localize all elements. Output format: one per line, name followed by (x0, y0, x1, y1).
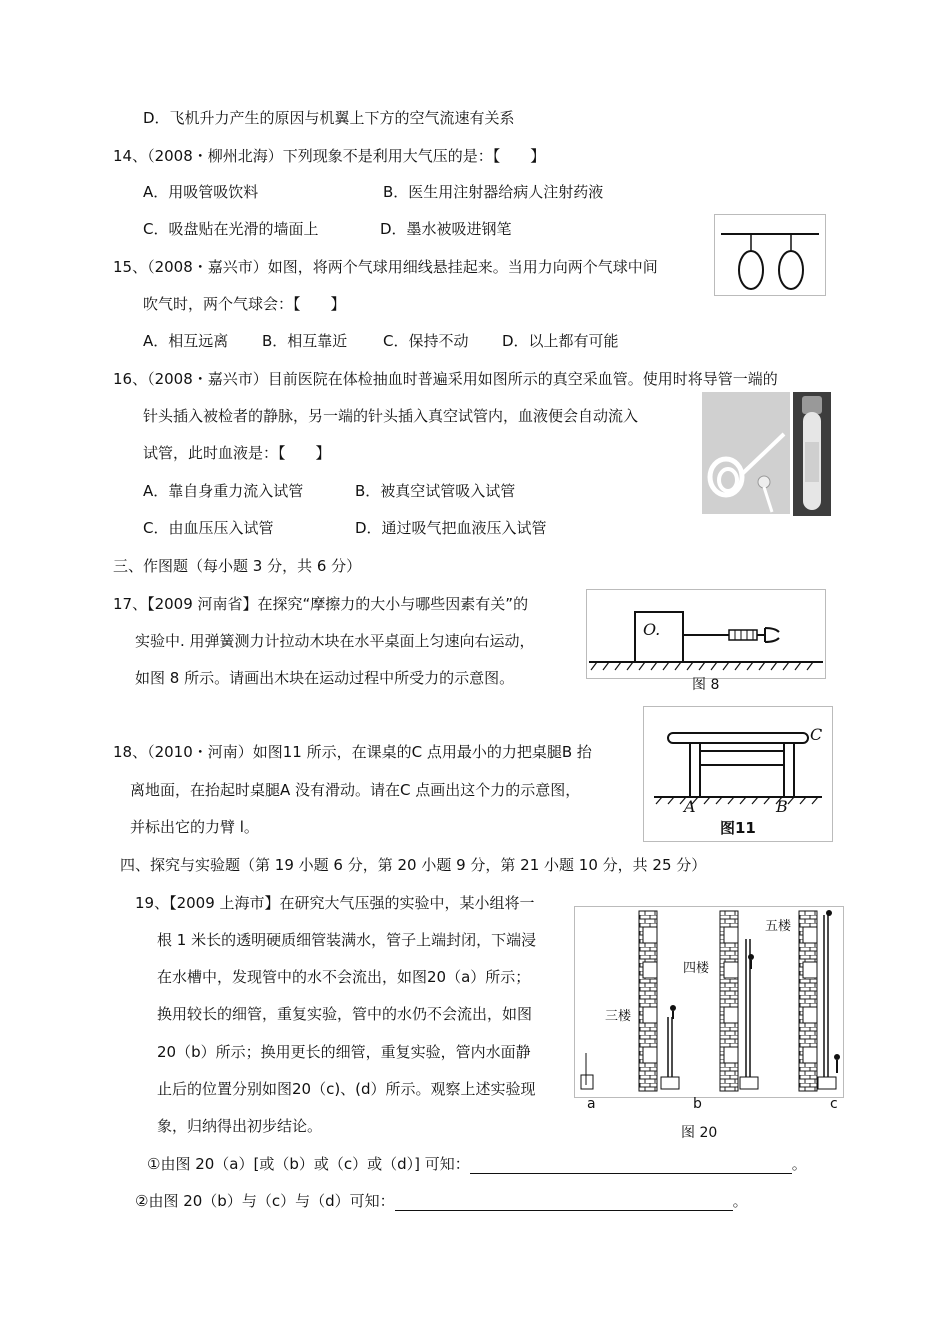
q19-line4: 换用较长的细管，重复实验，管中的水仍不会流出，如图 (157, 1005, 533, 1023)
floor-5-label: 五楼 (765, 919, 792, 934)
q16-option-b: B．被真空试管吸入试管 (355, 482, 516, 500)
answer-2-end: 。 (732, 1192, 748, 1210)
q16-option-a: A．靠自身重力流入试管 (143, 482, 304, 500)
floor-4-label: 四楼 (683, 961, 710, 976)
q14-stem: 14、（2008・柳州北海）下列现象不是利用大气压的是：【 】 (113, 147, 546, 165)
q15-option-c: C．保持不动 (383, 332, 469, 350)
figure-11-caption: 图11 (720, 819, 756, 837)
desk-figure (643, 706, 833, 842)
answer-2-prompt: ②由图 20（b）与（c）与（d）可知： (135, 1192, 395, 1210)
q15-option-b: B．相互靠近 (262, 332, 348, 350)
answer-2-blank[interactable] (395, 1194, 733, 1211)
q17-line2: 实验中. 用弹簧测力计拉动木块在水平桌面上匀速向右运动， (135, 632, 535, 650)
desk-label-b: B (776, 797, 788, 816)
friction-block-figure (586, 589, 826, 679)
q16-stem-line1: 16、（2008・嘉兴市）目前医院在体检抽血时普遍采用如图所示的真空采血管。使用时将导管一端的 (113, 370, 778, 388)
q15-option-a: A．相互远离 (143, 332, 229, 350)
q18-line3: 并标出它的力臂 l。 (130, 818, 259, 836)
q19-line1: 19、【2009 上海市】在研究大气压强的实验中，某小组将一 (135, 894, 535, 912)
q16-option-d: D．通过吸气把血液压入试管 (355, 519, 547, 537)
q17-line1: 17、【2009 河南省】在探究“摩擦力的大小与哪些因素有关”的 (113, 595, 529, 613)
answer-1-end: 。 (791, 1155, 807, 1173)
q19-line5: 20（b）所示；换用更长的细管，重复实验，管内水面静 (157, 1043, 531, 1061)
q16-option-c: C．由血压压入试管 (143, 519, 274, 537)
q17-line3: 如图 8 所示。请画出木块在运动过程中所受力的示意图。 (135, 669, 515, 687)
atmospheric-pressure-tubes-figure (574, 906, 844, 1098)
sub-label-b: b (693, 1096, 702, 1112)
q16-stem-line2: 针头插入被检者的静脉，另一端的针头插入真空试管内，血液便会自动流入 (143, 407, 639, 425)
answer-1 (147, 1154, 807, 1174)
q14-option-b: B．医生用注射器给病人注射药液 (383, 183, 604, 201)
answer-1-blank[interactable] (470, 1157, 792, 1174)
figure-8-caption: 图 8 (692, 677, 720, 693)
figure-20-caption: 图 20 (681, 1125, 718, 1141)
q14-option-c: C．吸盘贴在光滑的墙面上 (143, 220, 319, 238)
vacuum-tube-photo (793, 392, 831, 516)
answer-2 (135, 1191, 748, 1211)
q19-line3: 在水槽中，发现管中的水不会流出，如图20（a）所示； (157, 968, 531, 986)
answer-1-prompt: ①由图 20（a）[或（b）或（c）或（d）] 可知： (147, 1155, 470, 1173)
q18-line2: 离地面，在抬起时桌腿A 没有滑动。请在C 点画出这个力的示意图， (130, 781, 581, 799)
section-3-heading: 三、作图题（每小题 3 分，共 6 分） (113, 557, 362, 575)
q15-stem-line2: 吹气时，两个气球会：【 】 (143, 295, 346, 313)
q18-line1: 18、（2010・河南）如图11 所示，在课桌的C 点用最小的力把桌腿B 抬 (113, 743, 592, 761)
desk-label-a: A (684, 797, 696, 816)
sub-label-c: c (830, 1096, 838, 1112)
section-4-heading: 四、探究与实验题（第 19 小题 6 分，第 20 小题 9 分，第 21 小题 10 分，共 25 分） (120, 856, 707, 874)
q13-option-d: D．飞机升力产生的原因与机翼上下方的空气流速有关系 (143, 109, 515, 127)
q14-option-d: D．墨水被吸进钢笔 (380, 220, 512, 238)
floor-3-label: 三楼 (605, 1009, 632, 1024)
balloons-figure (714, 214, 826, 296)
sub-label-a: a (587, 1096, 596, 1112)
desk-label-c: C (810, 725, 823, 744)
q19-line6: 止后的位置分别如图20（c)、(d）所示。观察上述实验现 (157, 1080, 536, 1098)
q14-option-a: A．用吸管吸饮料 (143, 183, 259, 201)
q15-stem-line1: 15、（2008・嘉兴市）如图，将两个气球用细线悬挂起来。当用力向两个气球中间 (113, 258, 658, 276)
q19-line7: 象，归纳得出初步结论。 (157, 1117, 323, 1135)
q16-stem-line3: 试管，此时血液是：【 】 (143, 444, 331, 462)
q15-option-d: D．以上都有可能 (502, 332, 619, 350)
block-label: O. (643, 620, 661, 639)
blood-needle-photo (702, 392, 790, 514)
q19-line2: 根 1 米长的透明硬质细管装满水，管子上端封闭，下端浸 (157, 931, 537, 949)
